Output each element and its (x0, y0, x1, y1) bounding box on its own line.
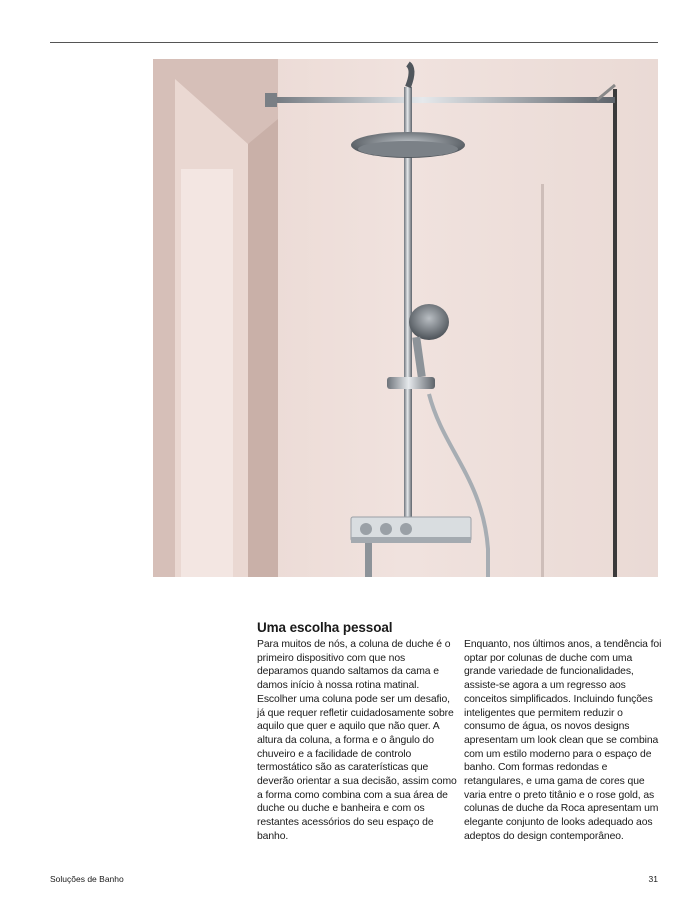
article-column-2: Enquanto, nos últimos anos, a tendência foi optar por colunas de duche com uma grande variedade de funcionalidades, assiste-se agora a um regresso aos conceitos simplificados. Incluindo funções inteligentes que permitem reduzir o consumo de água, os novos designs apresentam um look clean que se combina com um estilo moderno para o espaço de banho. Com formas redondas e retangulares, e uma gama de cores que varia entre o preto titânio e o rose gold, as colunas de duche da Roca apresentam um elegante conjunto de looks adequado aos adeptos do design contemporâneo. (464, 639, 662, 842)
footer-section-title: Soluções de Banho (50, 874, 124, 884)
article-column-1: Para muitos de nós, a coluna de duche é o primeiro dispositivo com que nos deparamos quando saltamos da cama e damos início à nossa rotina matinal. Escolher uma coluna pode ser um desafio, já que requer refletir cuidadosamente sobre aquilo que quer e aquilo que não quer. A altura da coluna, a forma e o ângulo do chuveiro e a facilidade de controlo termostático são as caraterísticas que deverão orientar a sua decisão, assim como a forma como combina com a sua área de duche ou duche e banheira e com os restantes acessórios do seu espaço de banho. (257, 639, 457, 842)
footer-page-number: 31 (648, 874, 658, 884)
top-rule (50, 42, 658, 43)
article-heading: Uma escolha pessoal (257, 620, 393, 635)
shower-column-photo (153, 59, 658, 577)
